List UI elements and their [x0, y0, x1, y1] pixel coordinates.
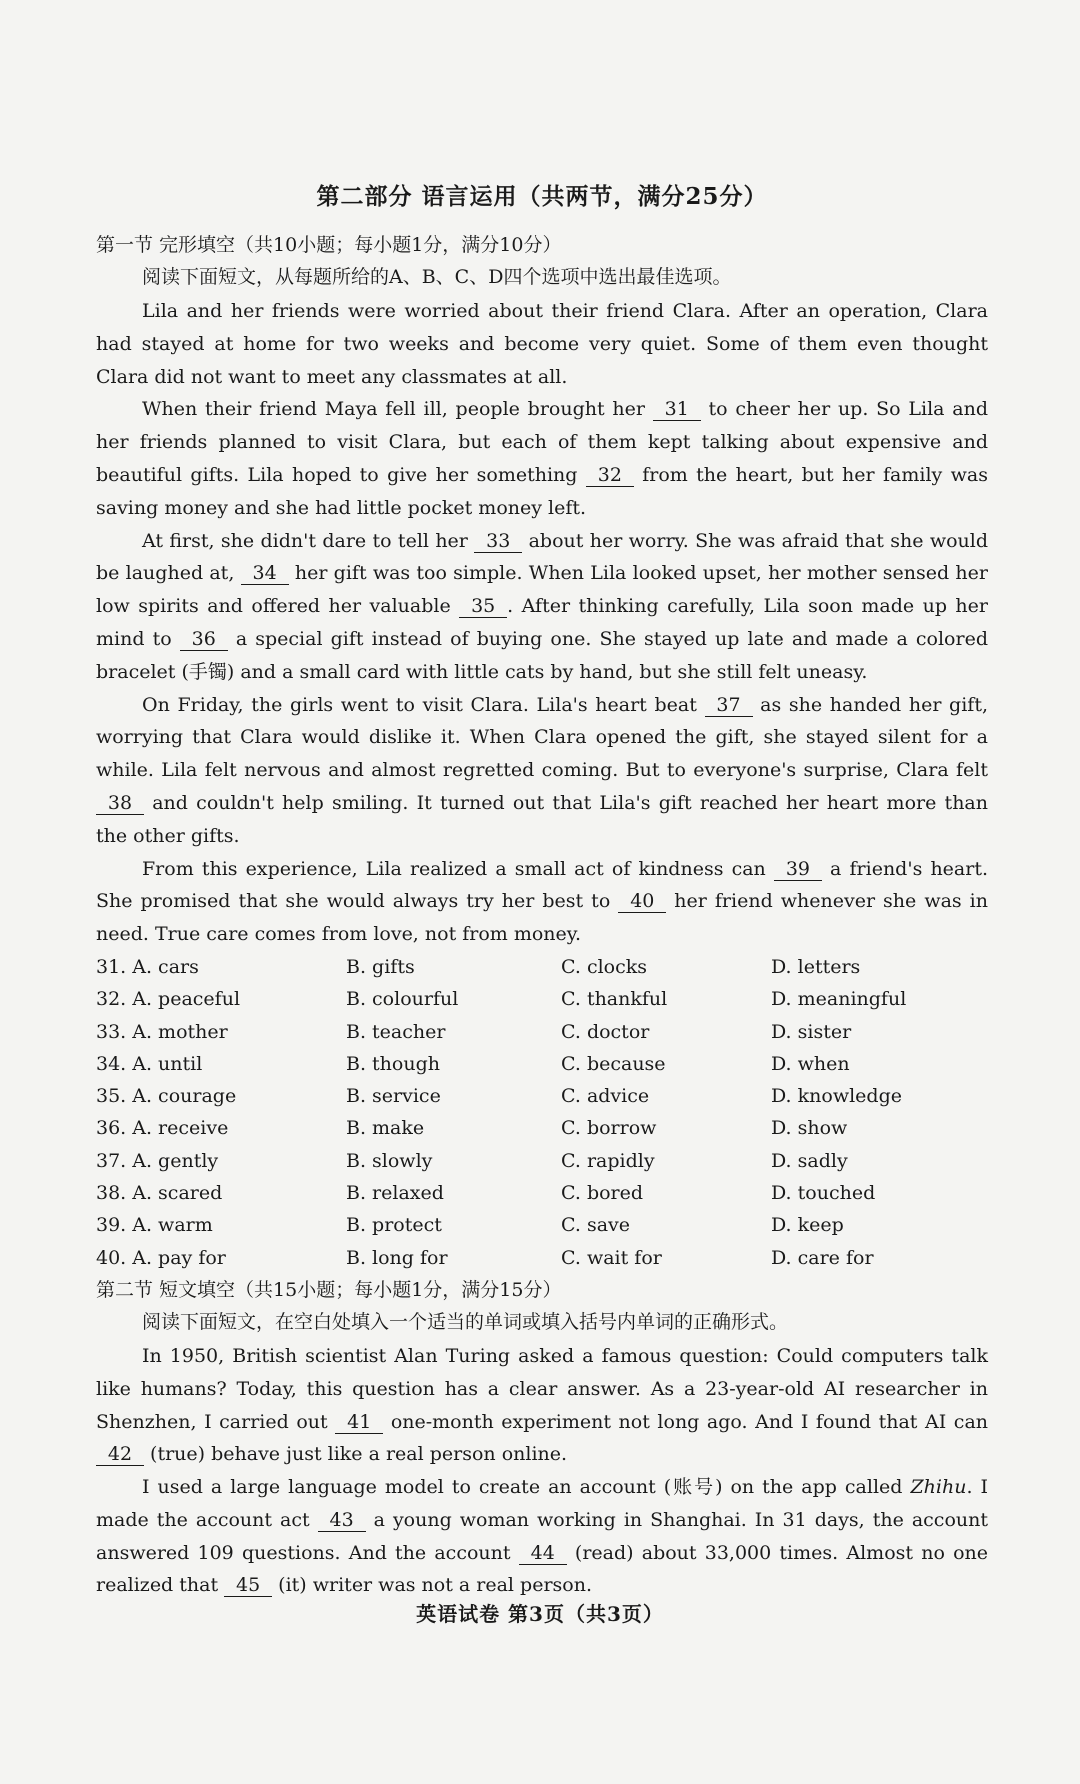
- text: a young woman working in Shanghai. In 31 days, the account answered 109 questions. And the account: [96, 1508, 988, 1564]
- cloze-paragraph-5: [96, 853, 988, 951]
- option-c: C. advice: [561, 1085, 650, 1108]
- option-d: D. meaningful: [771, 988, 907, 1011]
- blank-32: 32: [586, 464, 634, 487]
- option-row-35: [96, 1080, 988, 1112]
- option-row-32: [96, 983, 988, 1015]
- blank-45: 45: [224, 1574, 272, 1597]
- option-d: D. sister: [771, 1020, 852, 1043]
- option-c: C. clocks: [561, 955, 648, 978]
- option-row-39: [96, 1209, 988, 1241]
- option-b: B. long for: [346, 1246, 448, 1269]
- option-d: D. sadly: [771, 1149, 848, 1172]
- option-b: B. protect: [346, 1214, 442, 1237]
- app-name: Zhihu: [910, 1476, 967, 1499]
- option-a: 32. A. peaceful: [96, 988, 241, 1011]
- option-row-40: [96, 1242, 988, 1274]
- option-a: 40. A. pay for: [96, 1246, 226, 1269]
- text: as she handed her gift, worrying that Clara would dislike it. When Clara opened the gift, she stayed silent for a while. Lila felt nervous and almost regretted coming. But to everyone's surprise, Clara felt: [96, 693, 989, 782]
- option-a: 36. A. receive: [96, 1117, 229, 1140]
- page-footer: 英语试卷 第3页（共3页）: [416, 1602, 664, 1626]
- option-b: B. relaxed: [346, 1182, 444, 1205]
- option-a: 35. A. courage: [96, 1085, 237, 1108]
- text: When their friend Maya fell ill, people brought her: [142, 398, 653, 421]
- text: her friend whenever she was in need. True care comes from love, not from money.: [96, 890, 988, 946]
- section2-title: 第二节 短文填空（共15小题；每小题1分，满分15分）: [96, 1278, 562, 1301]
- part-title: 第二部分 语言运用（共两节，满分25分）: [316, 183, 768, 210]
- text: (read) about 33,000 times. Almost no one realized that: [96, 1541, 989, 1597]
- blank-40: 40: [618, 890, 666, 913]
- cloze-paragraph-3: [96, 525, 988, 689]
- option-a: 34. A. until: [96, 1052, 203, 1075]
- text: about her worry. She was afraid that she would be laughed at,: [96, 529, 988, 585]
- option-row-33: [96, 1016, 988, 1048]
- option-row-34: [96, 1048, 988, 1080]
- option-b: B. colourful: [346, 988, 459, 1011]
- text: a friend's heart. She promised that she would always try her best to: [96, 857, 989, 913]
- option-a: 31. A. cars: [96, 955, 199, 978]
- section1-instruction: 阅读下面短文，从每题所给的A、B、C、D四个选项中选出最佳选项。: [142, 266, 732, 288]
- option-row-37: [96, 1145, 988, 1177]
- text: . I made the account act: [96, 1476, 988, 1531]
- option-row-36: [96, 1112, 988, 1144]
- text: a special gift instead of buying one. She stayed up late and made a colored bracelet (手镯) and a small card with little cats by hand, but she still felt uneasy.: [96, 627, 988, 683]
- option-a: 39. A. warm: [96, 1214, 213, 1237]
- option-d: D. touched: [771, 1182, 876, 1205]
- option-c: C. save: [561, 1214, 630, 1237]
- blank-36: 36: [180, 628, 228, 651]
- section1-title: 第一节 完形填空（共10小题；每小题1分，满分10分）: [96, 234, 562, 256]
- exam-content: [96, 178, 988, 1602]
- blank-43: 43: [318, 1509, 366, 1532]
- option-c: C. wait for: [561, 1246, 662, 1269]
- fill-paragraph-1: [96, 1340, 988, 1471]
- text: (true) behave just like a real person online.: [144, 1443, 568, 1466]
- text: From this experience, Lila realized a small act of kindness can: [142, 857, 774, 880]
- text: . After thinking carefully, Lila soon made up her mind to: [96, 595, 988, 650]
- text: At first, she didn't dare to tell her: [142, 529, 475, 552]
- blank-39: 39: [774, 858, 822, 881]
- option-c: C. borrow: [561, 1117, 657, 1140]
- option-b: B. make: [346, 1117, 425, 1140]
- option-c: C. because: [561, 1052, 666, 1075]
- option-c: C. doctor: [561, 1020, 650, 1043]
- option-b: B. though: [346, 1052, 440, 1075]
- option-d: D. knowledge: [771, 1085, 902, 1108]
- option-d: D. letters: [771, 955, 861, 978]
- blank-42: 42: [96, 1443, 144, 1466]
- text: from the heart, but her family was saving money and she had little pocket money left.: [96, 463, 988, 519]
- cloze-paragraph-4: [96, 689, 988, 853]
- section2-instruction: 阅读下面短文，在空白处填入一个适当的单词或填入括号内单词的正确形式。: [142, 1310, 789, 1333]
- option-c: C. thankful: [561, 988, 668, 1011]
- option-d: D. care for: [771, 1246, 874, 1269]
- option-row-38: [96, 1177, 988, 1209]
- option-a: 33. A. mother: [96, 1020, 228, 1043]
- option-c: C. bored: [561, 1182, 644, 1205]
- text: In 1950, British scientist Alan Turing asked a famous question: Could computers talk like humans? Today, this question has a clear answer. As a 23-year-old AI researcher in Shenzhen, I carried out: [96, 1344, 988, 1433]
- option-b: B. service: [346, 1085, 441, 1108]
- blank-33: 33: [474, 530, 522, 553]
- cloze-paragraph-2: [96, 393, 988, 524]
- blank-37: 37: [705, 694, 753, 717]
- text: I used a large language model to create an account (账号) on the app called: [142, 1476, 911, 1499]
- option-d: D. show: [771, 1117, 848, 1140]
- blank-31: 31: [653, 398, 701, 421]
- option-row-31: [96, 951, 988, 983]
- option-c: C. rapidly: [561, 1149, 655, 1172]
- text: (it) writer was not a real person.: [272, 1574, 593, 1597]
- blank-38: 38: [96, 792, 144, 815]
- blank-34: 34: [241, 562, 289, 585]
- blank-44: 44: [519, 1542, 567, 1565]
- blank-35: 35: [459, 595, 507, 618]
- option-b: B. teacher: [346, 1020, 446, 1043]
- text: and couldn't help smiling. It turned out that Lila's gift reached her heart more than the other gifts.: [96, 791, 988, 847]
- option-b: B. slowly: [346, 1149, 433, 1172]
- text: her gift was too simple. When Lila looked upset, her mother sensed her low spirits and offered her valuable: [96, 562, 988, 618]
- option-d: D. keep: [771, 1214, 844, 1237]
- option-d: D. when: [771, 1052, 850, 1075]
- option-b: B. gifts: [346, 955, 415, 978]
- option-a: 38. A. scared: [96, 1182, 223, 1205]
- text: to cheer her up. So Lila and her friends planned to visit Clara, but each of them kept talking about expensive and beautiful gifts. Lila hoped to give her something: [96, 398, 988, 486]
- blank-41: 41: [335, 1411, 383, 1434]
- options-list: [96, 951, 988, 1274]
- fill-paragraph-2: [96, 1471, 988, 1602]
- option-a: 37. A. gently: [96, 1149, 219, 1172]
- text: On Friday, the girls went to visit Clara. Lila's heart beat: [142, 693, 705, 716]
- cloze-paragraph-1: Lila and her friends were worried about their friend Clara. After an operation, Clara had stayed at home for two weeks and become very quiet. Some of them even thought Clara did not want to meet any classmates at all.: [96, 300, 988, 388]
- text: one-month experiment not long ago. And I found that AI can: [383, 1410, 989, 1433]
